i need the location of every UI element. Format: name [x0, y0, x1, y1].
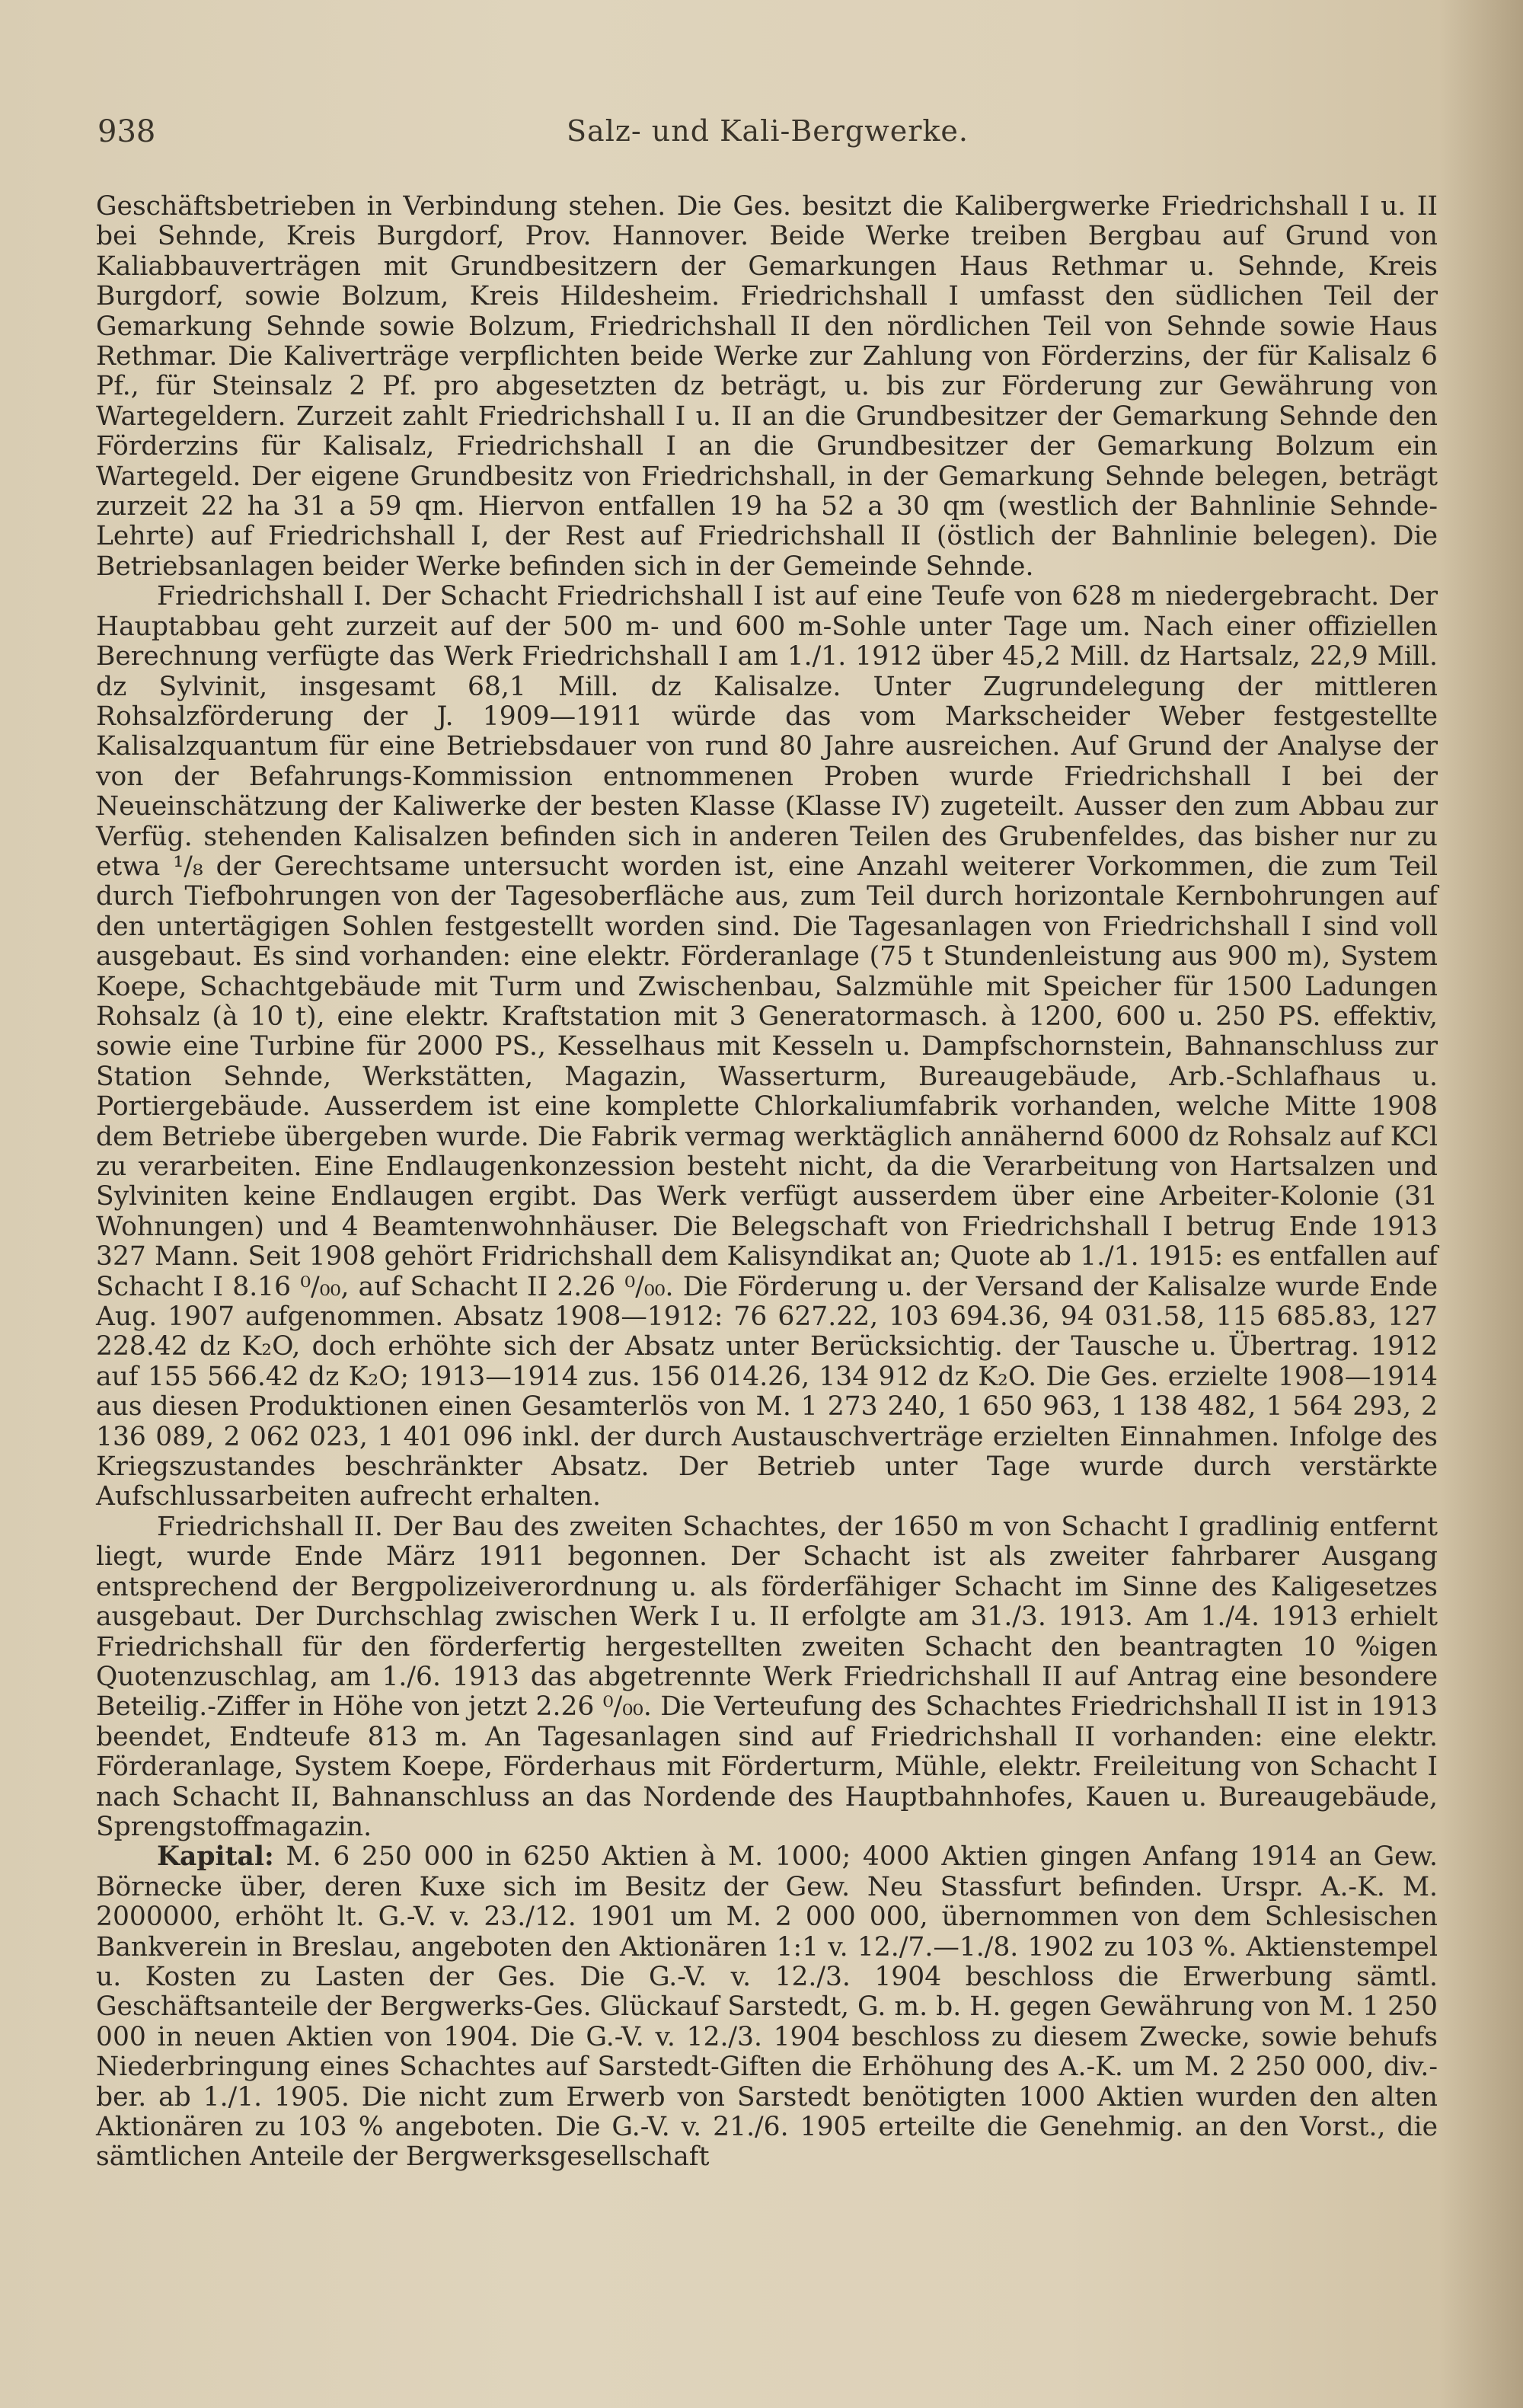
paragraph-friedrichshall-1: Friedrichshall I. Der Schacht Friedrichshall I ist auf eine Teufe von 628 m niedergebracht. Der Hauptabbau geht zurzeit auf der 500 m- und 600 m-Sohle unter Tage um. Nach einer offiziellen Berechnung verfügte das Werk Friedrichshall I am 1./1. 1912 über 45,2 Mill. dz Hartsalz, 22,9 Mill. dz Sylvinit, insgesamt 68,1 Mill. dz Kalisalze. Unter Zugrundelegung der mittleren Rohsalzförderung der J. 1909—1911 würde das vom Markscheider Weber festgestellte Kalisalzquantum für eine Betriebsdauer von rund 80 Jahre ausreichen. Auf Grund der Analyse der von der Befahrungs-Kommission entnommenen Proben wurde Friedrichshall I bei der Neueinschätzung der Kaliwerke der besten Klasse (Klasse IV) zugeteilt. Ausser den zum Abbau zur Verfüg. stehenden Kalisalzen befinden sich in anderen Teilen des Grubenfeldes, das bisher nur zu etwa ¹/₈ der Gerechtsame untersucht worden ist, eine Anzahl weiterer Vorkommen, die zum Teil durch Tiefbohrungen von der Tagesoberfläche aus, zum Teil durch horizontale Kernbohrungen auf den untertägigen Sohlen festgestellt worden sind. Die Tagesanlagen von Friedrichshall I sind voll ausgebaut. Es sind vorhanden: eine elektr. Förderanlage (75 t Stundenleistung aus 900 m), System Koepe, Schachtgebäude mit Turm und Zwischenbau, Salzmühle mit Speicher für 1500 Ladungen Rohsalz (à 10 t), eine elektr. Kraftstation mit 3 Generatormasch. à 1200, 600 u. 250 PS. effektiv, sowie eine Turbine für 2000 PS., Kesselhaus mit Kesseln u. Dampfschornstein, Bahnanschluss zur Station Sehnde, Werkstätten, Magazin, Wasserturm, Bureaugebäude, Arb.-Schlafhaus u. Portiergebäude. Ausserdem ist eine komplette Chlorkaliumfabrik vorhanden, welche Mitte 1908 dem Betriebe übergeben wurde. Die Fabrik vermag werktäglich annähernd 6000 dz Rohsalz auf KCl zu verarbeiten. Eine Endlaugenkonzession besteht nicht, da die Verarbeitung von Hartsalzen und Sylviniten keine Endlaugen ergibt. Das Werk verfügt ausserdem über eine Arbeiter-Kolonie (31 Wohnungen) und 4 Beamtenwohnhäuser. Die Belegschaft von Friedrichshall I betrug Ende 1913 327 Mann. Seit 1908 gehört Fridrichshall dem Kalisyndikat an; Quote ab 1./1. 1915: es entfallen auf Schacht I 8.16 ⁰/₀₀, auf Schacht II 2.26 ⁰/₀₀. Die Förderung u. der Versand der Kalisalze wurde Ende Aug. 1907 aufgenommen. Absatz 1908—1912: 76 627.22, 103 694.36, 94 031.58, 115 685.83, 127 228.42 dz K₂O, doch erhöhte sich der Absatz unter Berücksichtig. der Tausche u. Übertrag. 1912 auf 155 566.42 dz K₂O; 1913—1914 zus. 156 014.26, 134 912 dz K₂O. Die Ges. erzielte 1908—1914 aus diesen Produktionen einen Gesamterlös von M. 1 273 240, 1 650 963, 1 138 482, 1 564 293, 2 136 089, 2 062 023, 1 401 096 inkl. der durch Austauschverträge erzielten Einnahmen. Infolge des Kriegszustandes beschränkter Absatz. Der Betrieb unter Tage wurde durch verstärkte Aufschlussarbeiten aufrecht erhalten. [96, 581, 1438, 1512]
kapital-label: Kapital: [157, 1841, 274, 1873]
page-number: 938 [97, 114, 156, 149]
kapital-text: M. 6 250 000 in 6250 Aktien à M. 1000; 4000 Aktien gingen Anfang 1914 an Gew. Börnecke über, deren Kuxe sich im Besitz der Gew. Neu Stassfurt befinden. Urspr. A.-K. M. 2000000, erhöht lt. G.-V. v. 23./12. 1901 um M. 2 000 000, übernommen von dem Schlesischen Bankverein in Breslau, angeboten den Aktionären 1:1 v. 12./7.—1./8. 1902 zu 103 %. Aktienstempel u. Kosten zu Lasten der Ges. Die G.-V. v. 12./3. 1904 beschloss die Erwerbung sämtl. Geschäftsanteile der Bergwerks-Ges. Glückauf Sarstedt, G. m. b. H. gegen Gewährung von M. 1 250 000 in neuen Aktien von 1904. Die G.-V. v. 12./3. 1904 beschloss zu diesem Zwecke, sowie behufs Niederbringung eines Schachtes auf Sarstedt-Giften die Erhöhung des A.-K. um M. 2 250 000, div.-ber. ab 1./1. 1905. Die nicht zum Erwerb von Sarstedt benötigten 1000 Aktien wurden den alten Aktionären zu 103 % angeboten. Die G.-V. v. 21./6. 1905 erteilte die Genehmig. an den Vorst., die sämtlichen Anteile der Bergwerksgesellschaft [96, 1841, 1438, 2173]
body-text [96, 192, 1438, 2173]
running-title: Salz- und Kali-Bergwerke. [567, 114, 969, 148]
paragraph-intro: Geschäftsbetrieben in Verbindung stehen. Die Ges. besitzt die Kalibergwerke Friedrichshall I u. II bei Sehnde, Kreis Burgdorf, Prov. Hannover. Beide Werke treiben Bergbau auf Grund von Kaliabbauverträgen mit Grundbesitzern der Gemarkungen Haus Rethmar u. Sehnde, Kreis Burgdorf, sowie Bolzum, Kreis Hildesheim. Friedrichshall I umfasst den südlichen Teil der Gemarkung Sehnde sowie Bolzum, Friedrichshall II den nördlichen Teil von Sehnde sowie Haus Rethmar. Die Kaliverträge verpflichten beide Werke zur Zahlung von Förderzins, der für Kalisalz 6 Pf., für Steinsalz 2 Pf. pro abgesetzten dz beträgt, u. bis zur Förderung zur Gewährung von Wartegeldern. Zurzeit zahlt Friedrichshall I u. II an die Grundbesitzer der Gemarkung Sehnde den Förderzins für Kalisalz, Friedrichshall I an die Grundbesitzer der Gemarkung Bolzum ein Wartegeld. Der eigene Grundbesitz von Friedrichshall, in der Gemarkung Sehnde belegen, beträgt zurzeit 22 ha 31 a 59 qm. Hiervon entfallen 19 ha 52 a 30 qm (westlich der Bahnlinie Sehnde-Lehrte) auf Friedrichshall I, der Rest auf Friedrichshall II (östlich der Bahnlinie belegen). Die Betriebsanlagen beider Werke befinden sich in der Gemeinde Sehnde. [96, 191, 1438, 582]
paragraph-kapital [96, 1842, 1438, 2172]
page-header [97, 114, 1438, 160]
paragraph-friedrichshall-2: Friedrichshall II. Der Bau des zweiten Schachtes, der 1650 m von Schacht I gradlinig entfernt liegt, wurde Ende März 1911 begonnen. Der Schacht ist als zweiter fahrbarer Ausgang entsprechend der Bergpolizeiverordnung u. als förderfähiger Schacht im Sinne des Kaligesetzes ausgebaut. Der Durchschlag zwischen Werk I u. II erfolgte am 31./3. 1913. Am 1./4. 1913 erhielt Friedrichshall für den förderfertig hergestellten zweiten Schacht den beantragten 10 %igen Quotenzuschlag, am 1./6. 1913 das abgetrennte Werk Friedrichshall II auf Antrag eine besondere Beteilig.-Ziffer in Höhe von jetzt 2.26 ⁰/₀₀. Die Verteufung des Schachtes Friedrichshall II ist in 1913 beendet, Endteufe 813 m. An Tagesanlagen sind auf Friedrichshall II vorhanden: eine elektr. Förderanlage, System Koepe, Förderhaus mit Förderturm, Mühle, elektr. Freileitung von Schacht I nach Schacht II, Bahnanschluss an das Nordende des Hauptbahnhofes, Kauen u. Bureaugebäude, Sprengstoffmagazin. [96, 1511, 1438, 1842]
